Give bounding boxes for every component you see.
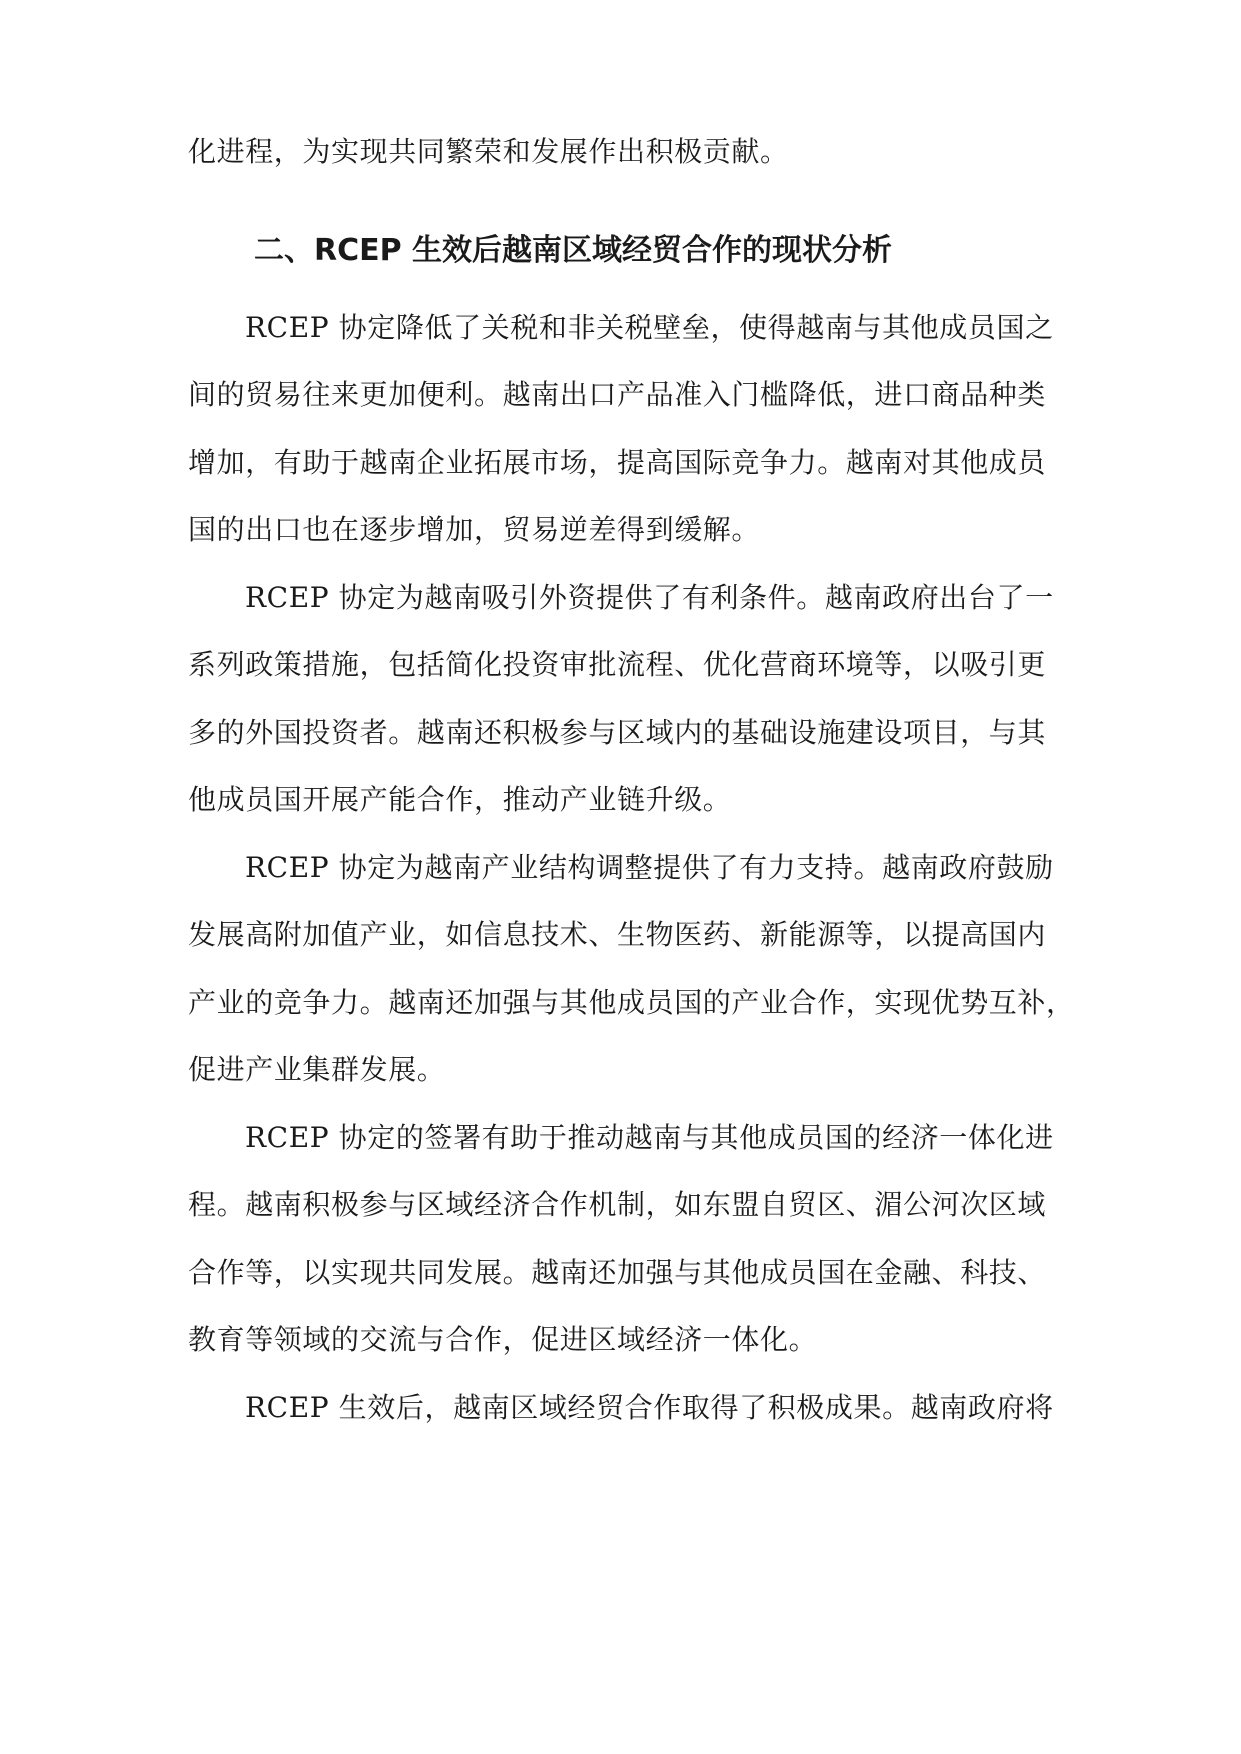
paragraph-line: 产业的竞争力。越南还加强与其他成员国的产业合作，实现优势互补， (188, 986, 1075, 1019)
paragraph-line: RCEP 协定的签署有助于推动越南与其他成员国的经济一体化进 (245, 1121, 1054, 1154)
paragraph-line: RCEP 协定降低了关税和非关税壁垒，使得越南与其他成员国之 (245, 311, 1054, 344)
paragraph-line: 增加，有助于越南企业拓展市场，提高国际竞争力。越南对其他成员 (188, 446, 1047, 479)
paragraph-line: RCEP 生效后，越南区域经贸合作取得了积极成果。越南政府将 (245, 1391, 1054, 1424)
paragraph-line: 教育等领域的交流与合作，促进区域经济一体化。 (188, 1323, 818, 1356)
paragraph-line: RCEP 协定为越南产业结构调整提供了有力支持。越南政府鼓励 (245, 851, 1054, 884)
carry-over-line: 化进程，为实现共同繁荣和发展作出积极贡献。 (188, 135, 789, 168)
section-heading: 二、RCEP 生效后越南区域经贸合作的现状分析 (254, 233, 893, 268)
paragraph-line: 促进产业集群发展。 (188, 1053, 446, 1086)
paragraph-line: RCEP 协定为越南吸引外资提供了有利条件。越南政府出台了一 (245, 581, 1054, 614)
paragraph-line: 间的贸易往来更加便利。越南出口产品准入门槛降低，进口商品种类 (188, 378, 1047, 411)
paragraph-line: 系列政策措施，包括简化投资审批流程、优化营商环境等，以吸引更 (188, 648, 1047, 681)
paragraph-line: 发展高附加值产业，如信息技术、生物医药、新能源等，以提高国内 (188, 918, 1047, 951)
paragraph-line: 合作等，以实现共同发展。越南还加强与其他成员国在金融、科技、 (188, 1256, 1047, 1289)
paragraph-line: 他成员国开展产能合作，推动产业链升级。 (188, 783, 732, 816)
paragraph-line: 国的出口也在逐步增加，贸易逆差得到缓解。 (188, 513, 761, 546)
paragraph-line: 程。越南积极参与区域经济合作机制，如东盟自贸区、湄公河次区域 (188, 1188, 1047, 1221)
paragraph-line: 多的外国投资者。越南还积极参与区域内的基础设施建设项目，与其 (188, 716, 1047, 749)
